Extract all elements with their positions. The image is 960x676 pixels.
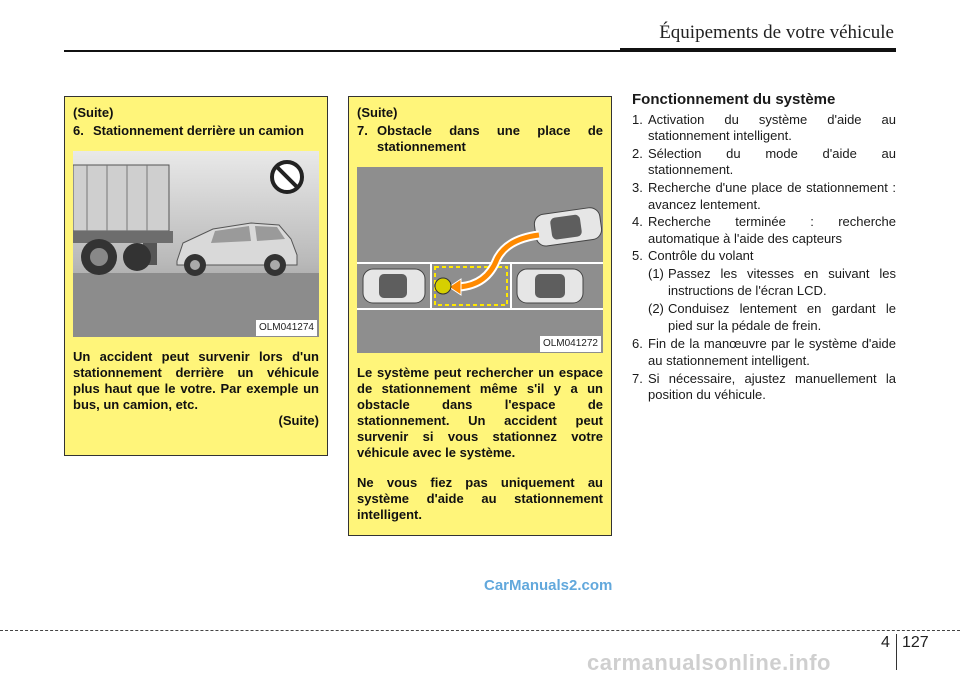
parking-obstacle-illustration: [357, 167, 603, 353]
page-number: 127: [902, 634, 929, 651]
substep-number: (2): [648, 301, 664, 317]
truck-illustration: [73, 151, 319, 337]
figure-code: OLM041274: [256, 320, 317, 336]
suite-label: (Suite): [357, 105, 398, 120]
step-number: 2.: [632, 145, 643, 161]
suite-label-bottom: (Suite): [278, 413, 319, 428]
warning-box-obstacle: [348, 96, 612, 536]
substep-number: (1): [648, 265, 664, 281]
step-number: 7.: [632, 370, 643, 386]
step-text: Recherche terminée : recherche automatique à l'aide des capteurs: [648, 214, 896, 246]
page-separator: [896, 634, 897, 670]
step-text: Sélection du mode d'aide au stationnement.: [648, 145, 896, 178]
list-item: [632, 214, 896, 247]
step-number: 3.: [632, 179, 643, 195]
substep-text: Passez les vitesses en suivant les instructions de l'écran LCD.: [668, 265, 896, 298]
item-number: 6.: [73, 123, 84, 138]
step-number: 6.: [632, 336, 643, 352]
operation-section: [632, 92, 896, 405]
header-rule-accent: [620, 48, 896, 52]
list-item: [632, 248, 896, 265]
step-text: Recherche d'une place de stationnement : avancez lentement.: [648, 179, 896, 212]
list-item: [632, 180, 896, 213]
list-item: [632, 146, 896, 179]
item-number: 7.: [357, 123, 368, 138]
substep-text: Conduisez lentement en gardant le pied sur la pédale de frein.: [668, 301, 896, 333]
step-number: 4.: [632, 214, 643, 230]
warning-text: Un accident peut survenir lors d'un stationnement derrière un véhicule plus haut que le votre. Par exemple un bus, un camion, etc.: [73, 349, 319, 412]
figure-code: OLM041272: [540, 336, 601, 352]
step-number: 5.: [632, 248, 643, 264]
step-text: Si nécessaire, ajustez manuellement la position du véhicule.: [648, 370, 896, 403]
step-text: Contrôle du volant: [648, 248, 754, 264]
item-title: Stationnement derrière un camion: [93, 123, 304, 138]
step-text: Activation du système d'aide au stationnement intelligent.: [648, 111, 896, 144]
footer-brand-watermark: carmanualsonline.info: [587, 650, 831, 675]
section-title: Fonctionnement du système: [632, 91, 836, 108]
warning-item: [357, 123, 603, 155]
step-text: Fin de la manœuvre par le système d'aide au stationnement intelligent.: [648, 336, 896, 368]
suite-label: (Suite): [73, 105, 114, 120]
page-header-title: Équipements de votre véhicule: [659, 22, 894, 43]
warning-text: Le système peut rechercher un espace de stationnement même s'il y a un obstacle dans l'espace de stationnement. Un accident peut survenir si vous stationnez votre véhicule avec le système.: [357, 365, 603, 460]
watermark-link[interactable]: CarManuals2.com: [484, 577, 613, 594]
section-number: 4: [881, 634, 890, 651]
warning-box-truck: [64, 96, 328, 456]
caution-text: Ne vous fiez pas uniquement au système d'aide au stationnement intelligent.: [357, 475, 603, 522]
footer-divider: [0, 630, 960, 631]
item-title: Obstacle dans une place de stationnement: [377, 123, 603, 154]
sub-list-item: [632, 266, 896, 299]
list-item: [632, 336, 896, 369]
sub-list-item: [632, 301, 896, 334]
warning-item: [73, 123, 319, 139]
list-item: [632, 371, 896, 404]
step-number: 1.: [632, 111, 643, 127]
list-item: [632, 112, 896, 145]
